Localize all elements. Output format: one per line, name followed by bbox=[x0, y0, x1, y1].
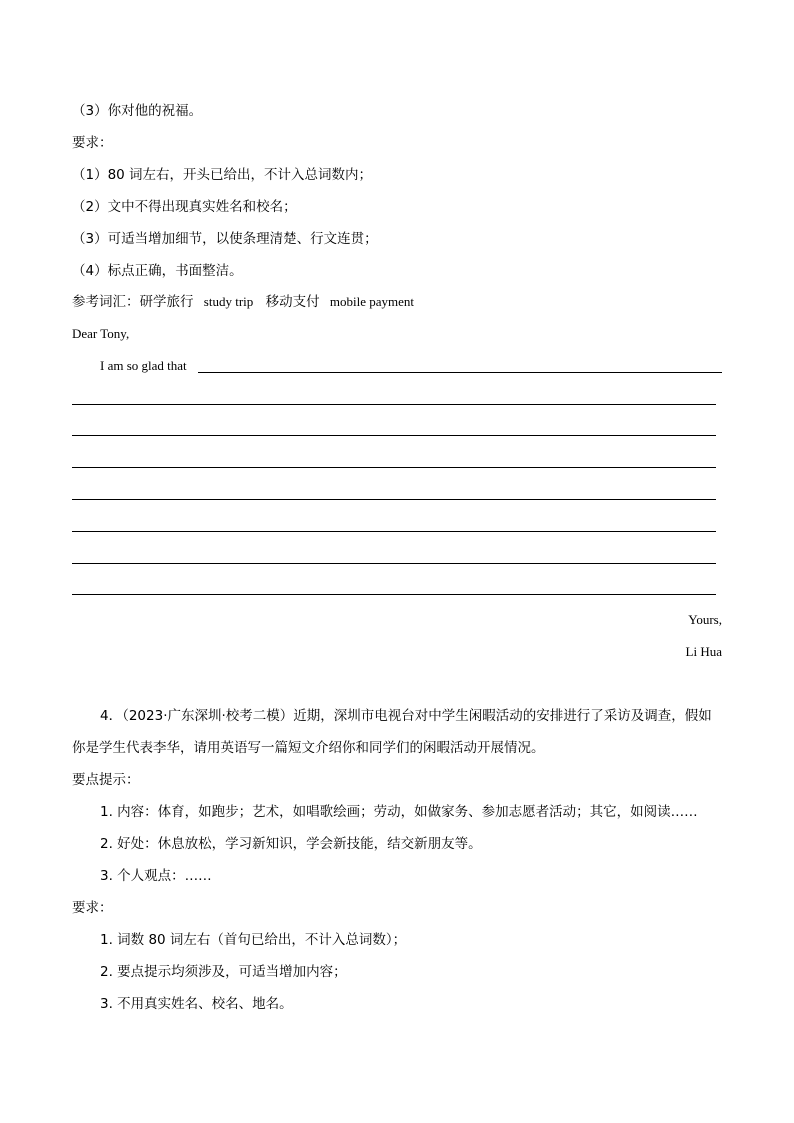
letter-closing: Yours, bbox=[688, 612, 722, 627]
writing-line bbox=[72, 594, 716, 595]
q4-prompt-line1: 4．（2023·广东深圳·校考二模）近期，深圳市电视台对中学生闲暇活动的安排进行了采访及调查，假如 bbox=[100, 708, 712, 724]
writing-line bbox=[72, 563, 716, 564]
q4-requirement-1: 1. 词数 80 词左右（首句已给出，不计入总词数）； bbox=[100, 932, 407, 948]
writing-line bbox=[72, 404, 716, 405]
writing-line-first bbox=[198, 372, 722, 373]
q4-point-3: 3. 个人观点：…… bbox=[100, 868, 212, 884]
q4-points-label: 要点提示： bbox=[72, 772, 140, 788]
item-wish: （3）你对他的祝福。 bbox=[72, 103, 203, 119]
vocab-study-trip: study trip bbox=[203, 294, 254, 309]
requirement-2: （2）文中不得出现真实姓名和校名； bbox=[72, 199, 297, 215]
letter-salutation: Dear Tony, bbox=[72, 326, 130, 341]
letter-signature: Li Hua bbox=[685, 644, 722, 659]
requirement-1: （1）80 词左右，开头已给出，不计入总词数内； bbox=[72, 167, 373, 183]
vocab-mobile-pay-cn: 移动支付 bbox=[265, 294, 320, 310]
writing-line bbox=[72, 531, 716, 532]
requirements-label: 要求： bbox=[72, 135, 113, 151]
q4-requirements-label: 要求： bbox=[72, 900, 113, 916]
q4-prompt-line2: 你是学生代表李华，请用英语写一篇短文介绍你和同学们的闲暇活动开展情况。 bbox=[72, 740, 545, 756]
vocab-label: 参考词汇：研学旅行 bbox=[72, 294, 194, 310]
letter-opening: I am so glad that bbox=[100, 358, 187, 373]
writing-line bbox=[72, 499, 716, 500]
vocab-mobile-payment: mobile payment bbox=[329, 294, 414, 309]
vocab-line bbox=[72, 293, 414, 311]
writing-line bbox=[72, 435, 716, 436]
requirement-3: （3）可适当增加细节，以使条理清楚、行文连贯； bbox=[72, 231, 378, 247]
q4-requirement-2: 2. 要点提示均须涉及，可适当增加内容； bbox=[100, 964, 347, 980]
q4-point-2: 2. 好处：休息放松，学习新知识，学会新技能，结交新朋友等。 bbox=[100, 836, 482, 852]
writing-line bbox=[72, 467, 716, 468]
q4-requirement-3: 3. 不用真实姓名、校名、地名。 bbox=[100, 996, 293, 1012]
q4-point-1: 1. 内容：体育，如跑步；艺术，如唱歌绘画；劳动，如做家务、参加志愿者活动；其它，如阅读…… bbox=[100, 804, 698, 820]
requirement-4: （4）标点正确，书面整洁。 bbox=[72, 263, 243, 279]
